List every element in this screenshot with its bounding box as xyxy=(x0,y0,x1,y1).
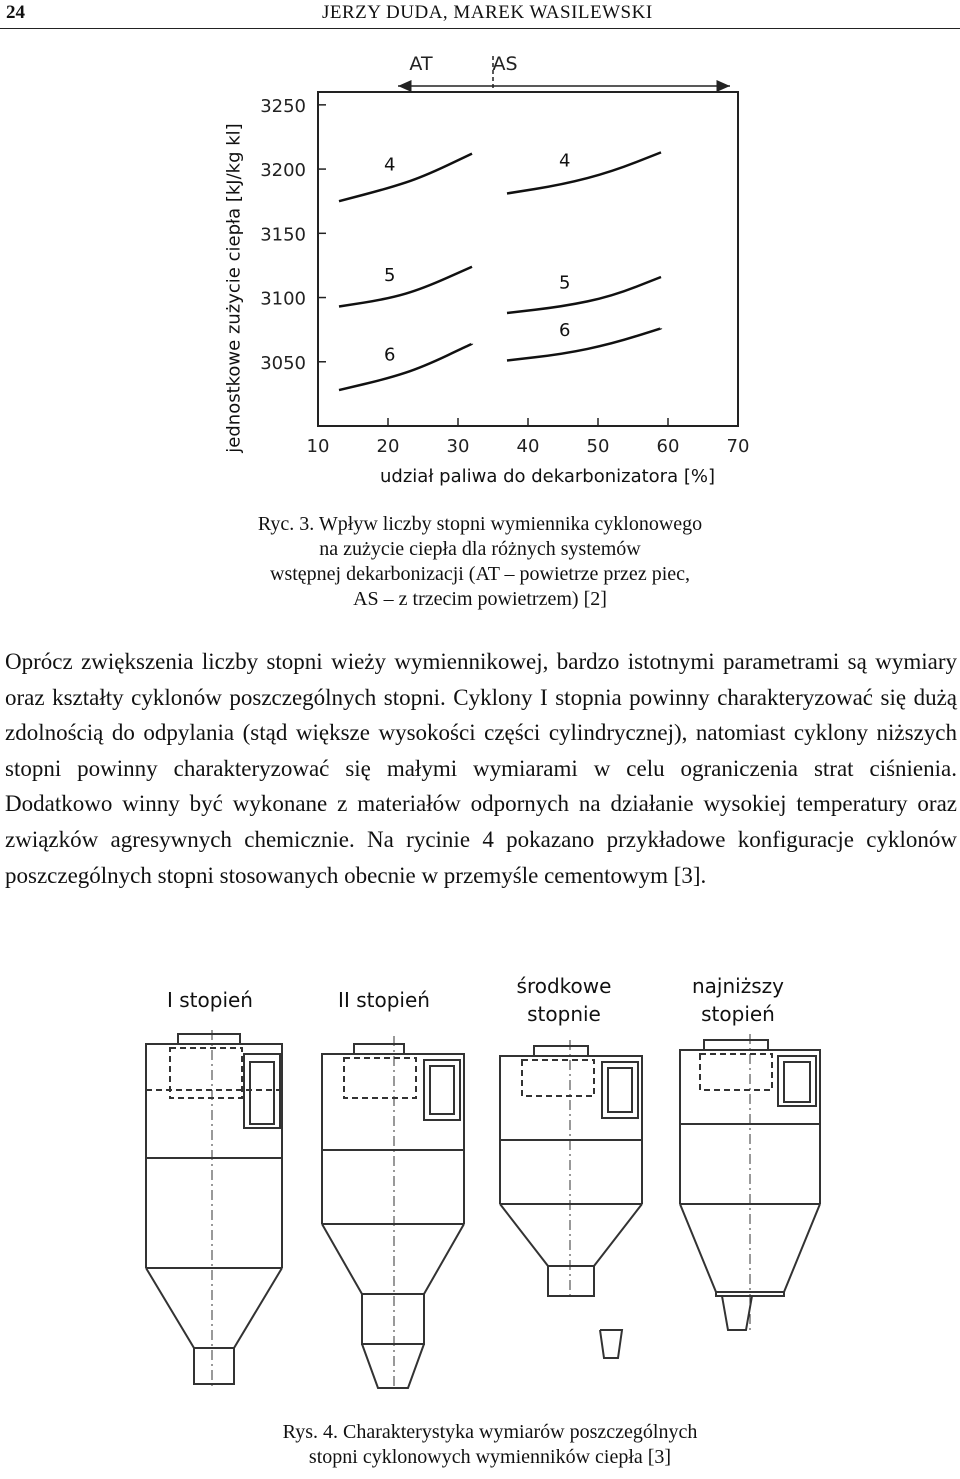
y-axis-label-wrap xyxy=(216,118,252,458)
x-tick-label: 50 xyxy=(586,436,610,457)
region-label-at: AT xyxy=(409,53,433,75)
series-label: 4 xyxy=(559,150,571,172)
plot-frame xyxy=(318,92,738,426)
heat-consumption-chart xyxy=(0,30,960,500)
running-head xyxy=(0,0,960,29)
body-paragraph: Oprócz zwiększenia liczby stopni wieży wymiennikowej, bardzo istotnymi parametrami są wymiary oraz kształty cyklonów poszczególnych stopni. Cyklony I stopnia powinny charakteryzować się dużą zdolnością do odpylania (stąd większe wysokości części cylindrycznej), natomiast cyklony niższych stopni powinny charakteryzować się małymi wymiarami w celu ograniczenia strat ciśnienia. Dodatkowo winny być wykonane z materiałów odpornych na działanie wysokiej temperatury oraz związków agresywnych chemicznie. Na rycinie 4 pokazano przykładowe konfiguracje cyklonów poszczególnych stopni stosowanych obecnie w przemyśle cementowym [3]. xyxy=(5,649,957,888)
stage-label-line: I stopień xyxy=(167,988,253,1012)
cyclone-stage-2 xyxy=(322,1036,464,1390)
stage-label-line: najniższy xyxy=(692,974,784,998)
series-label: 4 xyxy=(384,154,396,176)
figure-4-caption xyxy=(180,1420,800,1470)
caption-line: stopni cyklonowych wymienników ciepła [3] xyxy=(308,1446,672,1468)
y-axis-label: jednostkowe zużycie ciepła [kJ/kg kl] xyxy=(223,123,245,453)
series-lines xyxy=(339,150,661,390)
x-tick-label: 70 xyxy=(726,436,750,457)
region-label-as: AS xyxy=(492,53,518,75)
series-line-at-4 xyxy=(339,154,472,202)
caption-line: wstępnej dekarbonizacji (AT – powietrze przez piec, xyxy=(270,563,690,585)
y-tick-label: 3250 xyxy=(260,95,306,117)
y-tick-label: 3100 xyxy=(260,288,306,310)
cyclone-stage-middle xyxy=(500,1040,642,1358)
chart-frame xyxy=(318,92,738,426)
page-number: 24 xyxy=(6,2,25,23)
running-title: JERZY DUDA, MAREK WASILEWSKI xyxy=(322,2,653,23)
series-label: 5 xyxy=(384,264,396,286)
series-line-as-4 xyxy=(507,152,661,193)
x-axis-label: udział paliwa do dekarbonizatora [%] xyxy=(380,466,715,487)
stage-label-line: stopnie xyxy=(527,1002,601,1026)
cyclone-stage-lowest xyxy=(680,1034,820,1334)
caption-line: Ryc. 3. Wpływ liczby stopni wymiennika cyklonowego xyxy=(257,513,703,535)
series-label: 6 xyxy=(384,344,396,366)
cyclone-stage-1 xyxy=(146,1030,282,1388)
x-tick-label: 60 xyxy=(656,436,680,457)
figure-3 xyxy=(0,30,960,500)
region-indicator xyxy=(398,53,730,92)
x-tick-label: 40 xyxy=(516,436,540,457)
series-line-as-5 xyxy=(507,277,661,313)
series-line-at-6 xyxy=(339,344,472,390)
y-tick-label: 3150 xyxy=(260,224,306,246)
stage-label-line: stopień xyxy=(701,1002,775,1026)
series-label: 5 xyxy=(559,272,571,294)
cyclone-drawings xyxy=(0,970,960,1420)
stage-label-line: środkowe xyxy=(516,974,612,998)
figure-4 xyxy=(0,970,960,1420)
series-line-as-6 xyxy=(507,328,661,360)
x-tick-label: 10 xyxy=(306,436,330,457)
figure-3-caption xyxy=(150,512,810,612)
y-tick-label: 3050 xyxy=(260,352,306,374)
caption-line: Rys. 4. Charakterystyka wymiarów poszczególnych xyxy=(282,1421,698,1443)
y-tick-label: 3200 xyxy=(260,160,306,182)
stage-label-line: II stopień xyxy=(338,988,430,1012)
tick-labels xyxy=(260,96,749,457)
x-tick-label: 30 xyxy=(446,436,470,457)
caption-line: na zużycie ciepła dla różnych systemów xyxy=(319,538,641,560)
series-label: 6 xyxy=(559,320,571,342)
x-tick-label: 20 xyxy=(376,436,400,457)
caption-line: AS – z trzecim powietrzem) [2] xyxy=(353,588,607,610)
series-line-at-5 xyxy=(339,264,472,307)
